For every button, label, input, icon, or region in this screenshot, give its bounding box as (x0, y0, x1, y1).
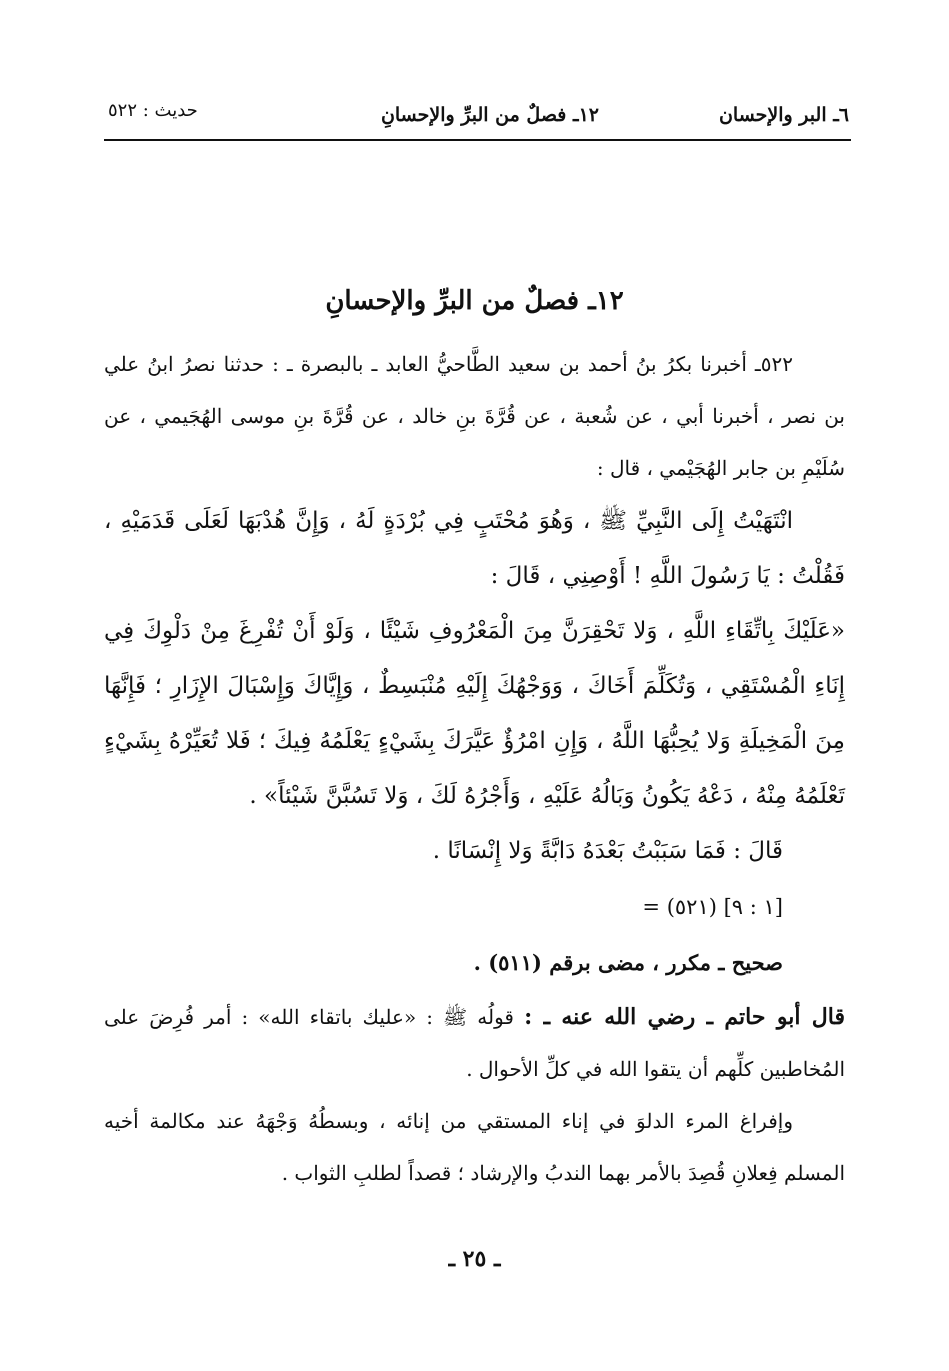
chapter-title: ١٢ـ فصلٌ من البرِّ والإحسانِ (325, 286, 624, 316)
page-number: ـ ٢٥ ـ (448, 1246, 501, 1272)
commentary-lead: قال أبو حاتم ـ رضي الله عنه ـ : (524, 1004, 845, 1030)
hadith-matn-intro: انْتَهَيْتُ إِلَى النَّبِيِّ ﷺ ، وَهُوَ مُحْتَبٍ فِي بُرْدَةٍ لَهُ ، وَإِنَّ هُدْبَهَا لَعَلَى قَدَمَيْهِ ، فَقُلْتُ : يَا رَسُولَ اللَّهِ ! أَوْصِنِي ، قَالَ : (104, 508, 845, 589)
commentary-text-1: قولُه ﷺ : «عليك باتقاء الله» : أمر فُرِضَ على المُخاطبين كلِّهم أن يتقوا الله في كلِّ الأحوال . (104, 1005, 845, 1081)
hadith-matn: «عَلَيْكَ بِاتِّقَاءِ اللَّهِ ، وَلا تَحْقِرَنَّ مِنَ الْمَعْرُوفِ شَيْئًا ، وَلَوْ أَنْ تُفْرِغَ مِنْ دَلْوِكَ فِي إِنَاءِ الْمُسْتَقِي ، وَتُكَلِّمَ أَخَاكَ ، وَوَجْهُكَ إِلَيْهِ مُنْبَسِطٌ ، وَإِيَّاكَ وَإِسْبَالَ الإِزَارِ ؛ فَإِنَّهَا مِنَ الْمَخِيلَةِ وَلا يُحِبُّهَا اللَّهُ ، وَإِنِ امْرُؤٌ عَيَّرَكَ بِشَيْءٍ يَعْلَمُهُ فِيكَ ؛ فَلا تُعَيِّرْهُ بِشَيْءٍ تَعْلَمُهُ مِنْهُ ، دَعْهُ يَكُونُ وَبَالُهُ عَلَيْهِ ، وَأَجْرُهُ لَكَ ، وَلا تَسُبَّنَّ شَيْئاً» . (104, 618, 845, 809)
hadith-cross-reference: = (٥٢١) [١ : ٩] (642, 895, 783, 919)
header-chapter-title: ١٢ـ فصلٌ من البرِّ والإحسانِ (380, 104, 599, 126)
header-hadith-number: حديث : ٥٢٢ (108, 100, 198, 121)
running-header (108, 100, 849, 134)
header-divider (104, 139, 851, 141)
header-book-title: ٦ـ البر والإحسان (718, 104, 849, 126)
commentary-paragraph-1 (104, 991, 845, 1095)
hadith-isnad: ٥٢٢ـ أخبرنا بكرُ بنُ أحمد بن سعيد الطَّاحيُّ العابد ـ بالبصرة ـ : حدثنا نصرُ ابنُ علي بن نصر ، أخبرنا أبي ، عن شُعبة ، عن قُرَّةَ بنِ خالد ، عن قُرَّةَ بنِ موسى الهُجَيمي ، عن سُلَيْمِ بن جابر الهُجَيْمي ، قال : (104, 352, 845, 480)
hadith-grade: صحيح ـ مكرر ، مضى برقم (٥١١) . (473, 950, 783, 975)
hadith-closing: قَالَ : فَمَا سَبَبْتُ بَعْدَهُ دَابَّةً وَلا إِنْسَانًا . (432, 838, 783, 864)
commentary-paragraph-2: وإفراغ المرء الدلوَ في إناء المستقي من إنائه ، وبسطُهُ وَجْهَهُ عند مكالمة أخيه المسلم فِعلانِ قُصِدَ بالأمر بهما الندبُ والإرشاد ؛ قصداً لطلبِ الثواب . (104, 1109, 845, 1185)
page-body (104, 338, 845, 1199)
